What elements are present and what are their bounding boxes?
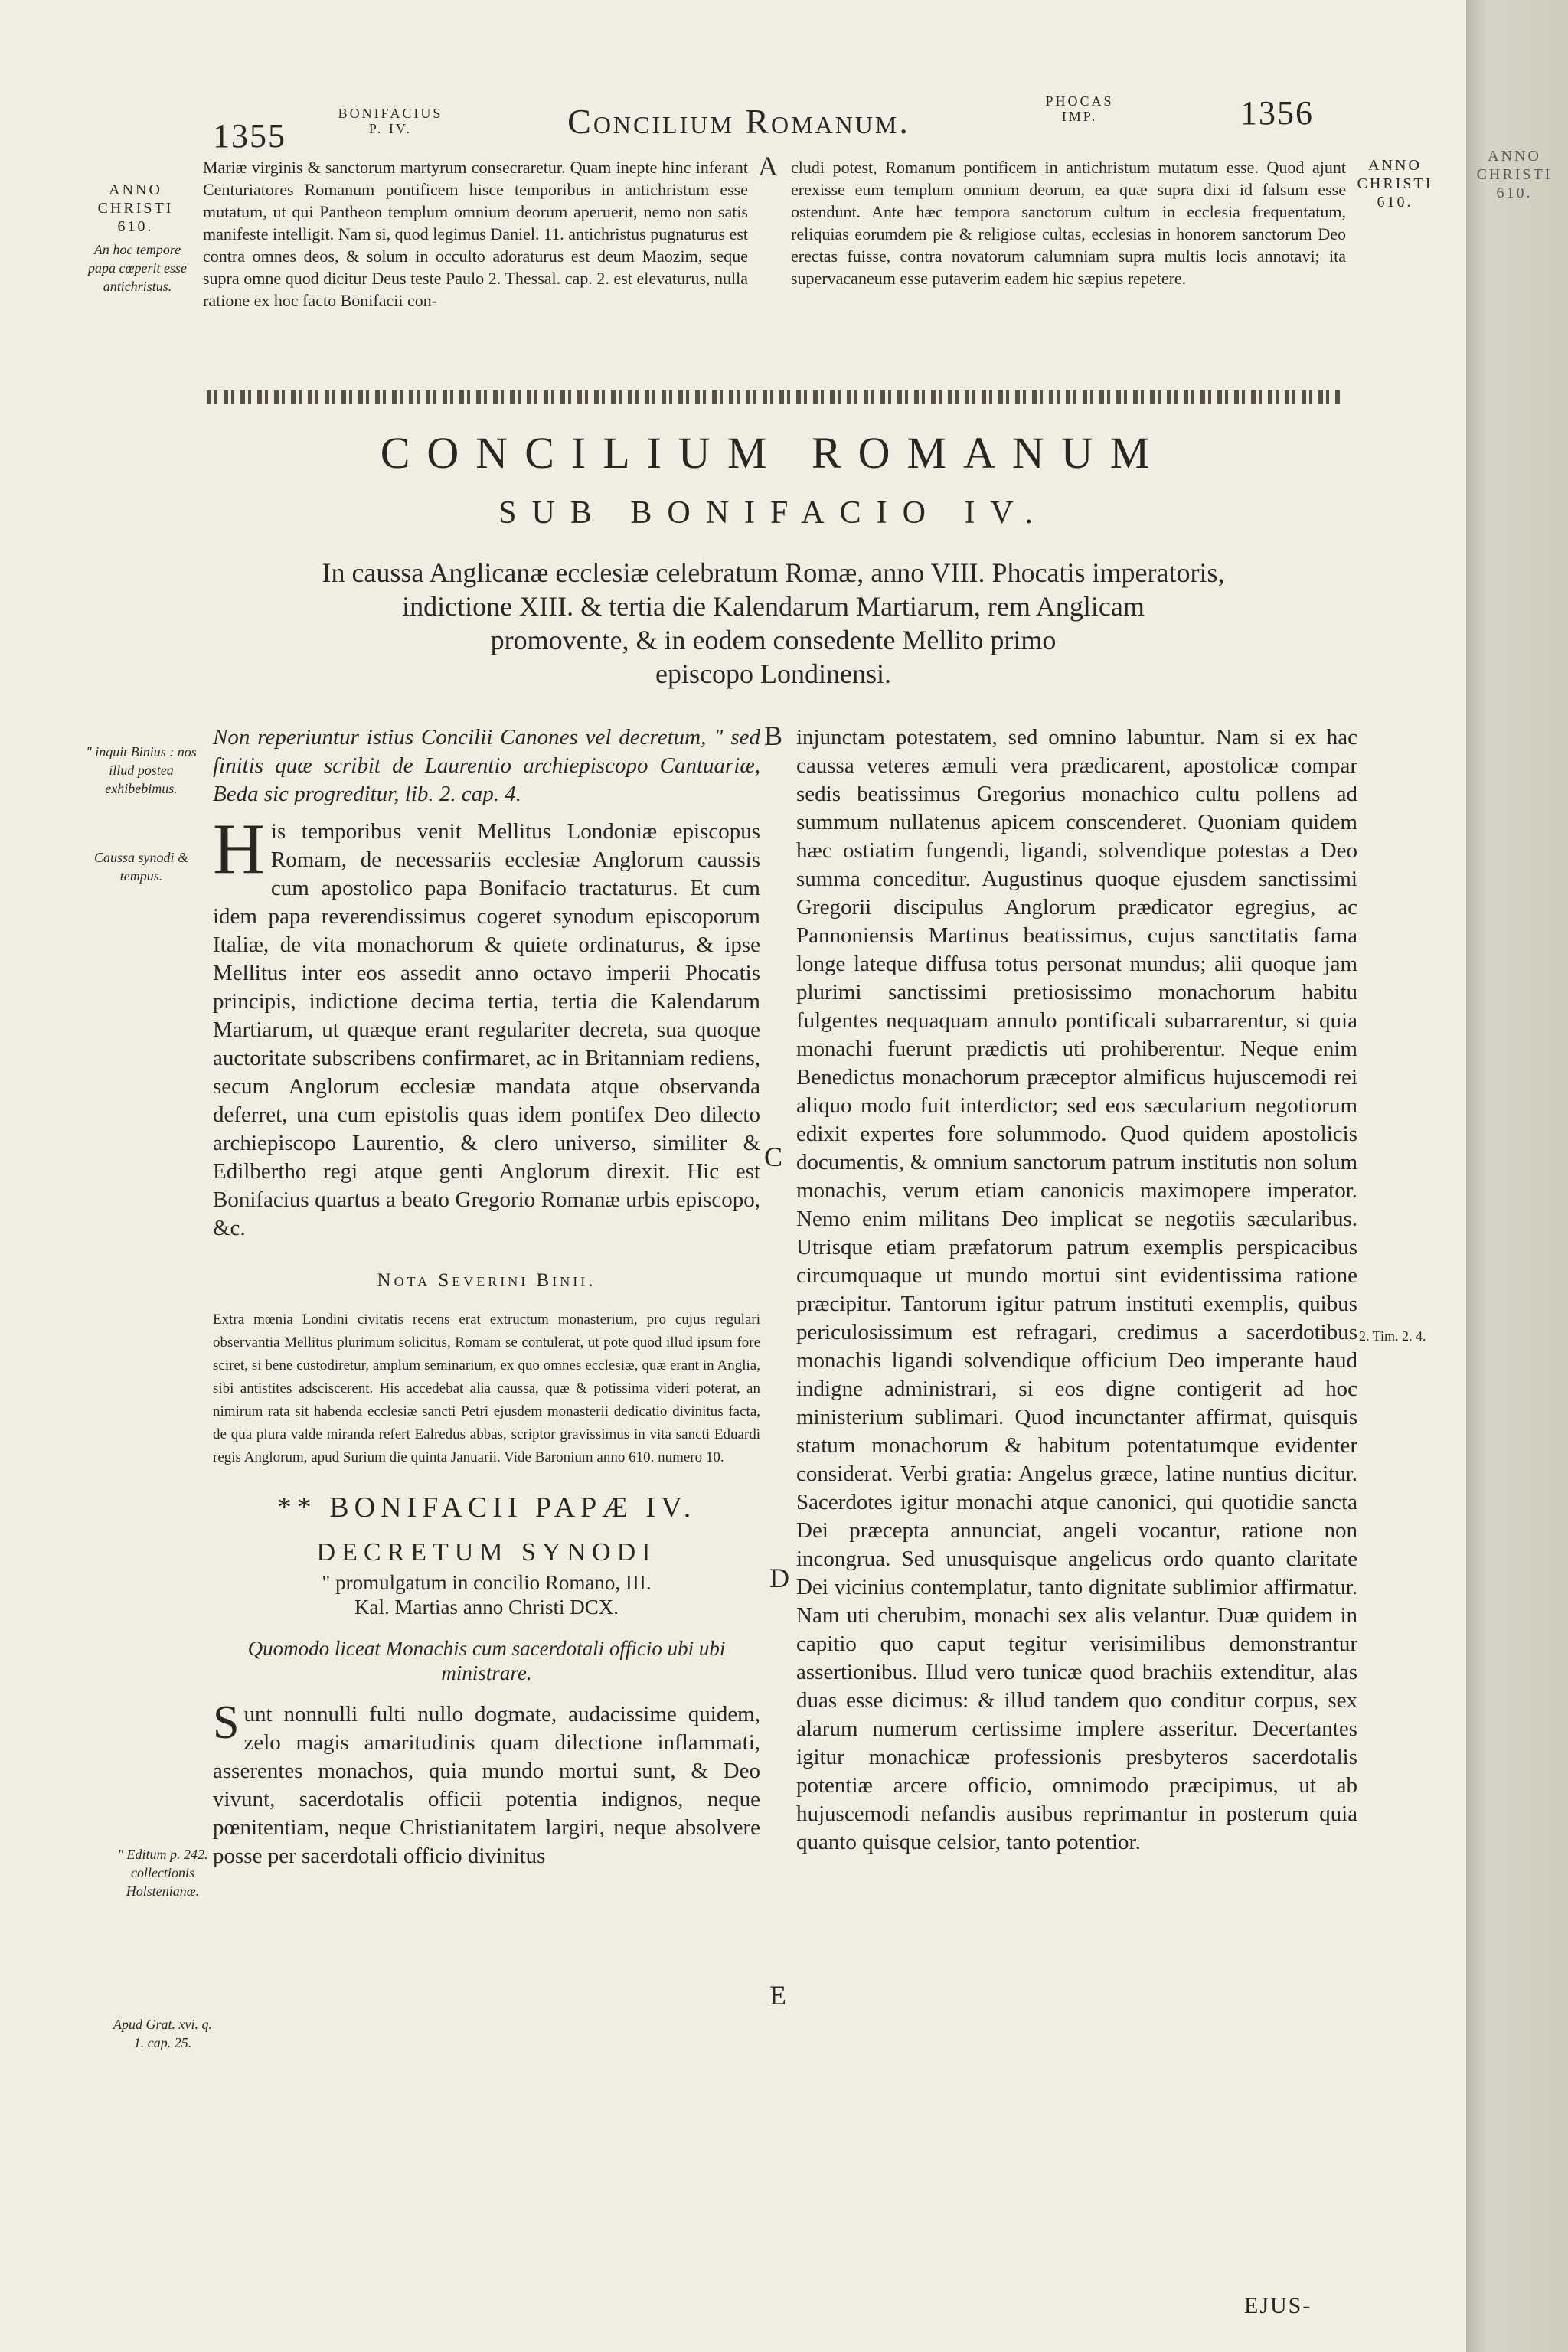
right-label-line1: PHOCAS (1045, 93, 1114, 109)
dropcap-s: S (213, 1697, 240, 1749)
description-line3: promovente, & in eodem consedente Mellito primo (490, 625, 1057, 655)
margin-note-caussa: Caussa synodi & tempus. (93, 850, 188, 884)
top-right-text (791, 156, 1346, 289)
year: 610. (1496, 185, 1533, 201)
christi-word: CHRISTI (1357, 175, 1433, 192)
ornamental-divider (207, 390, 1340, 404)
bede-text (213, 809, 760, 1243)
anno-christi-edge (1472, 147, 1557, 202)
section-letter-c: C (764, 1142, 783, 1172)
margin-note-timothy: 2. Tim. 2. 4. (1359, 1328, 1426, 1344)
anno-christi-left (86, 181, 185, 236)
dropcap-h: H (213, 809, 265, 889)
right-label-line2: IMP. (1061, 109, 1098, 124)
section-letter-d: D (769, 1563, 789, 1593)
decree-text (213, 1697, 760, 1870)
promulgatum-line1: " promulgatum in concilio Romano, III. (322, 1571, 652, 1594)
left-label-line2: P. IV. (368, 121, 413, 136)
top-right-paragraph: cludi potest, Romanum pontificem in antichristum mutatum esse. Quod ajunt erexisse eum templum omnium deorum, ea quæ supra dixi id falsum esse ostendunt. Ante hæc tempora sanctorum cultum in ecclesia frequentatum, reliquias eorumdem pie & religiose cultas, ecclesias in honorem sanctorum Deo erectas fuisse, contra novatorum calumniam supra multis locis annotavi; ita supervacaneum esse putaverim eadem hic sæpius repetere. (791, 158, 1346, 288)
title-description (207, 556, 1340, 691)
main-subtitle: SUB BONIFACIO IV. (498, 495, 1048, 531)
year: 610. (117, 218, 154, 235)
next-page-edge (1466, 0, 1568, 2352)
anno-word: ANNO (1488, 148, 1541, 165)
section-letter-a: A (758, 151, 778, 181)
christi-word: CHRISTI (1476, 166, 1553, 183)
description-line4: episcopo Londinensi. (655, 658, 891, 689)
quomodo-heading: Quomodo liceat Monachis cum sacerdotali officio ubi ubi ministrare. (247, 1637, 726, 1684)
promulgatum-line2: Kal. Martias anno Christi DCX. (354, 1596, 619, 1619)
decretum-heading: DECRETUM SYNODI (316, 1538, 657, 1566)
section-letter-e: E (769, 1980, 786, 2011)
running-title: Concilium Romanum. (567, 102, 910, 141)
right-column-paragraph: injunctam potestatem, sed omnino labuntur. Nam si ex hac caussa veteres æmuli vera prædicarent, apostolicæ compar sedis beatissimus Gregorius monachico cultu pollens ad summum nullatenus apicem conscenderet. Quoniam quidem hæc ostiatim fungendi, ligandi, solvendique potestas a Deo summa conceditur. Augustinus quoque ejusdem sanctissimi Gregorii discipulus Anglorum prædicator egregius, ac Pannoniensis Martinus beatissimus, cujus sanctitatis fama longe lateque diffusa totus personat mundus; alii quoque jam plurimi sanctissimi pretiosissimo monachorum habitu fulgentes nequaquam annulo pontificali subarrarentur, si quia monachi fuerunt prædictis uti prohiberentur. Neque enim Benedictus monachorum præceptor almificus hujuscemodi rei aliquo modo fuit interdictor; sed eos sæcularium negotiorum edixit expertes fore solummodo. Quod quidem apostolicis documentis, & omnium sanctorum patrum institutis non solum monachis, verum etiam canonicis maximopere imperator. Nemo enim militans Deo implicat se negotiis sæcularibus. Utrisque etiam præfatorum patrum exemplis perspicacibus circumquaque ut mundo mortui sint evidentissima ratione præcipitur. Tantorum igitur patrum instituti exemplis, quibus periculosissimum est refragari, credimus a sacerdotibus monachis ligandi solvendique officium Deo imperante haud indigne administrari, si eos digne contigerit ad hoc ministerium sublimari. Quod incunctanter affirmat, quisquis statum monachorum & habitum potentatumque evidenter considerat. Verbi gratia: Angelus græce, latine nuntius dicitur. Sacerdotes igitur monachi atque canonici, qui quotidie sancta Dei præcepta annunciat, angeli vocantur, ratione non incongrua. Sed unusquisque angelicus ordo quanto claritate Dei vicinius contemplatur, tanto dignitate sublimior affirmatur. Nam uti cherubim, monachi sex alis velantur. Duæ quidem in capitio quo caput tegitur verisimilibus demonstrantur assertionibus. Illud vero tunicæ quod brachiis extenditur, alas duas esse dicimus: & illud tandem quo conditur corpus, sex alarum numerum certissime implere asseritur. Decertantes igitur monachicæ professionis presbyteros sacerdotalis potentiæ arcere officio, omnimodo præcipimus, ut ab hujuscemodi nefandis ausibus reprimantur in posterum quia quanto quisque celsior, tanto potentior. (796, 725, 1357, 1854)
nota-paragraph: Extra mœnia Londini civitatis recens erat extructum monasterium, pro cujus regulari observantia Mellitus plurimum solicitus, Romam se contulerat, ut pote quod illud ipsum fore sciret, si bene custodiretur, amplum seminarium, ex quo omnes ecclesiæ, quæ erant in Anglia, sibi antistites adsciscerent. His accedebat alia caussa, quæ & potissima videri poterat, an nimirum rata sit habenda ecclesiæ sancti Petri ejusdem monasterii dedicatio divinitus facta, de qua plura valde miranda refert Ealredus abbas, scriptor gravissimus in vita sancti Eduardi regis Anglorum, apud Surium die quinta Januarii. Vide Baronium anno 610. numero 10. (213, 1312, 760, 1465)
running-label-right (995, 93, 1164, 124)
anno-word: ANNO (109, 181, 162, 198)
left-column (213, 724, 760, 1870)
page-number-left: 1355 (213, 117, 286, 155)
description-line1: In caussa Anglicanæ ecclesiæ celebratum Romæ, anno VIII. Phocatis imperatoris, (322, 557, 1225, 588)
nota-heading: Nota Severini Binii. (377, 1270, 596, 1291)
anno-word: ANNO (1368, 157, 1422, 174)
margin-note-editum: " Editum p. 242. collectionis Holstenianæ. (117, 1847, 208, 1899)
margin-note-binius: " inquit Binius : nos illud postea exhibebimus. (86, 744, 197, 796)
top-left-text (203, 156, 748, 312)
page-number-right: 1356 (1240, 94, 1314, 132)
intro-note: Non reperiuntur istius Concilii Canones vel decretum, " sed finitis quæ scribit de Laurentio archiepiscopo Cantuariæ, Beda sic progreditur, lib. 2. cap. 4. (213, 725, 760, 806)
catchword: EJUS- (1244, 2293, 1312, 2318)
margin-note-antichristus: An hoc tempore papa cœperit esse antichristus. (88, 242, 187, 294)
right-column (796, 724, 1357, 1857)
promulgatum-note (213, 1570, 760, 1619)
top-left-paragraph: Mariæ virginis & sanctorum martyrum consecraretur. Quam inepte hinc inferant Centuriatores Romanum pontificem hisce temporibus in antichristum esse mutatum, ut qui Pantheon templum omnium deorum aperuerit, nemo non satis manifeste intelligit. Nam si, quod legimus Daniel. 11. antichristus pugnaturus est contra omnes deos, & solum in occulto adoraturus est deum Maozim, seque supra omne quod dicitur Deus teste Paulo 2. Thessal. cap. 2. est elevaturus, nulla ratione ex hoc facto Bonifacii con- (203, 158, 748, 310)
bonifacii-heading: ** BONIFACII PAPÆ IV. (276, 1491, 697, 1524)
section-letter-b: B (764, 720, 783, 751)
bede-paragraph: is temporibus venit Mellitus Londoniæ episcopus Romam, de necessariis ecclesiæ Anglorum caussis cum apostolico papa Bonifacio tractaturus. Et cum idem papa reverendissimus cogeret synodum episcoporum Italiæ, de vita monachorum & quiete ordinaturus, & ipse Mellitus inter eos assedit anno octavo imperii Phocatis principis, indictione decima tertia, tertia die Kalendarum Martiarum, ut quæque erant regulariter decreta, sua quoque auctoritate subscribens confirmaret, ac in Britanniam rediens, secum Anglorum ecclesiæ mandata atque observanda deferret, una cum epistolis quas idem pontifex Deo dilecto archiepiscopo Laurentio, & clero universo, similiter & Edilbertho regi atque genti Anglorum direxit. Hic est Bonifacius quartus a beato Gregorio Romanæ urbis episcopo, &c. (213, 819, 760, 1240)
running-label-left (306, 106, 475, 136)
left-label-line1: BONIFACIUS (338, 106, 443, 121)
main-title: CONCILIUM ROMANUM (380, 428, 1167, 478)
anno-christi-right (1349, 156, 1441, 211)
margin-note-apud: Apud Grat. xvi. q. 1. cap. 25. (113, 2017, 212, 2050)
nota-body (213, 1308, 760, 1469)
year: 610. (1377, 194, 1413, 211)
decree-paragraph: unt nonnulli fulti nullo dogmate, audacissime quidem, zelo magis amaritudinis quam dilectione inflammati, asserentes monachos, quia mundo mortui sunt, & Deo vivunt, sacerdotalis officii potentia indignos, neque pœnitentiam, neque Christianitatem largiri, neque absolvere posse per sacerdotali officio divinitus (213, 1702, 760, 1868)
christi-word: CHRISTI (97, 200, 174, 217)
description-line2: indictione XIII. & tertia die Kalendarum Martiarum, rem Anglicam (402, 591, 1145, 622)
